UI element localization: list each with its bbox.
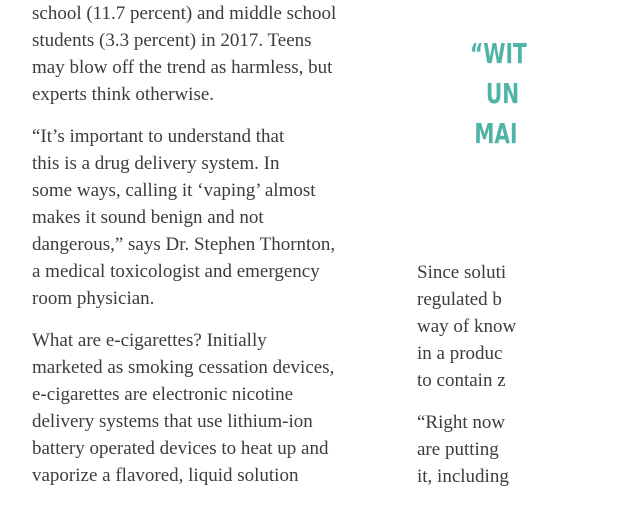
- text-line: way of know: [417, 316, 517, 337]
- paragraph-right-now: [417, 409, 617, 490]
- text-line: are putting: [417, 439, 499, 460]
- text-line: students (3.3 percent) in 2017. Teens: [32, 30, 312, 51]
- text-line: this is a drug delivery system. In: [32, 153, 280, 174]
- text-line: What are e-cigarettes? Initially: [32, 330, 267, 351]
- text-line: dangerous,” says Dr. Stephen Thornton,: [32, 234, 336, 255]
- right-column: [417, 259, 617, 505]
- text-line: e-cigarettes are electronic nicotine: [32, 384, 294, 405]
- text-line: a medical toxicologist and emergency: [32, 261, 320, 282]
- text-line: makes it sound benign and not: [32, 207, 264, 228]
- pull-quote-line: “WIT: [470, 37, 527, 70]
- pull-quote-line: MAI: [474, 117, 518, 150]
- text-line: battery operated devices to heat up and: [32, 438, 329, 459]
- text-line: school (11.7 percent) and middle school: [32, 3, 337, 24]
- text-line: room physician.: [32, 288, 155, 309]
- text-line: “It’s important to understand that: [32, 126, 285, 147]
- text-line: Since soluti: [417, 262, 507, 283]
- text-line: some ways, calling it ‘vaping’ almost: [32, 180, 316, 201]
- text-line: vaporize a flavored, liquid solution: [32, 465, 299, 486]
- text-line: “Right now: [417, 412, 506, 433]
- text-line: it, including: [417, 466, 509, 487]
- paragraph-teen-statistics: [32, 0, 384, 108]
- text-line: delivery systems that use lithium-ion: [32, 411, 313, 432]
- pull-quote-line: UN: [485, 77, 520, 110]
- text-line: may blow off the trend as harmless, but: [32, 57, 333, 78]
- pull-quote: [470, 34, 556, 154]
- paragraph-solutions-regulation: [417, 259, 617, 394]
- left-column: [32, 0, 384, 504]
- text-line: regulated b: [417, 289, 502, 310]
- text-line: marketed as smoking cessation devices,: [32, 357, 335, 378]
- paragraph-what-are-ecigarettes: [32, 327, 384, 489]
- text-line: to contain z: [417, 370, 506, 391]
- text-line: in a produc: [417, 343, 503, 364]
- text-line: experts think otherwise.: [32, 84, 215, 105]
- paragraph-thornton-quote: [32, 123, 384, 312]
